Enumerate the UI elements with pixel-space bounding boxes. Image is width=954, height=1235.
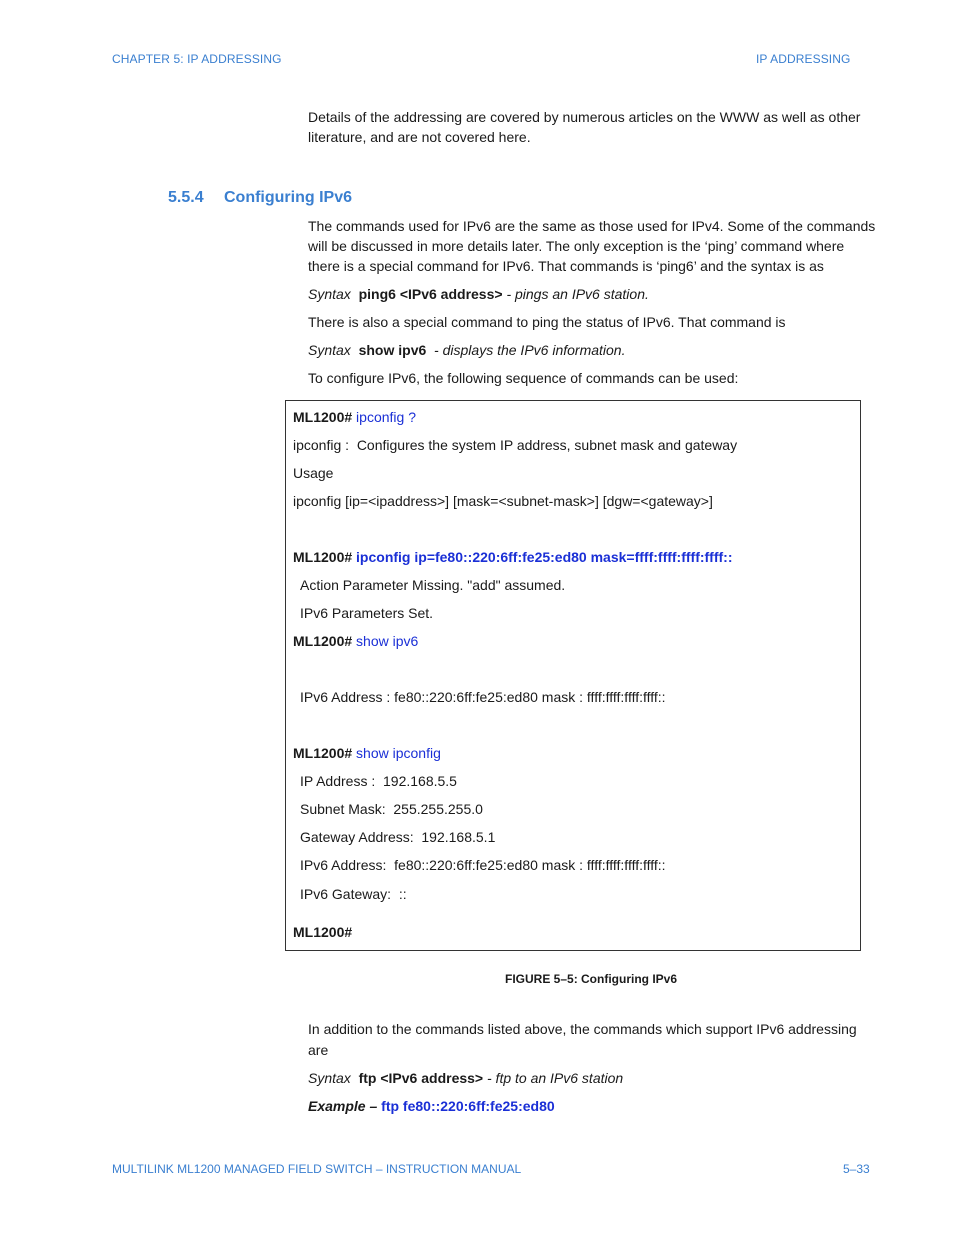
- cli-output: Subnet Mask: 255.255.255.0: [300, 801, 483, 817]
- footer-page-number: 5–33: [843, 1162, 870, 1176]
- cli-command: ipconfig ip=fe80::220:6ff:fe25:ed80 mask=ffff:ffff:ffff:ffff::: [356, 549, 733, 565]
- figure-caption: FIGURE 5–5: Configuring IPv6: [505, 972, 678, 986]
- example-label: Example –: [308, 1098, 378, 1114]
- cli-line-cmd2: [293, 549, 733, 565]
- example-ftp: [308, 1096, 555, 1116]
- syntax-label: Syntax: [308, 342, 351, 358]
- body-p3: To configure IPv6, the following sequence of commands can be used:: [308, 370, 739, 386]
- after-line-1: In addition to the commands listed above, the commands which support IPv6 addressing: [308, 1021, 857, 1037]
- cli-prompt: ML1200#: [293, 549, 353, 565]
- footer-manual-title: MULTILINK ML1200 MANAGED FIELD SWITCH – INSTRUCTION MANUAL: [112, 1162, 522, 1176]
- cli-output: ipconfig [ip=<ipaddress>] [mask=<subnet-mask>] [dgw=<gateway>]: [293, 493, 713, 509]
- cli-output: Action Parameter Missing. "add" assumed.: [300, 577, 566, 593]
- intro-line-1: Details of the addressing are covered by numerous articles on the WWW as well as other: [308, 109, 861, 125]
- cli-output: ipconfig : Configures the system IP address, subnet mask and gateway: [293, 437, 738, 453]
- example-command: ftp fe80::220:6ff:fe25:ed80: [381, 1098, 555, 1114]
- cli-final-prompt: ML1200#: [293, 924, 353, 940]
- syntax-description: - pings an IPv6 station.: [502, 286, 649, 302]
- syntax-ftp: [308, 1068, 623, 1088]
- body-p2: There is also a special command to ping the status of IPv6. That command is: [308, 314, 786, 330]
- body-p1-line-3: there is a special command for IPv6. That commands is ‘ping6’ and the syntax is as: [308, 258, 824, 274]
- syntax-description: - ftp to an IPv6 station: [483, 1070, 624, 1086]
- cli-command: ipconfig ?: [356, 409, 416, 425]
- cli-figure-box: [285, 400, 861, 951]
- syntax-description: - displays the IPv6 information.: [430, 342, 626, 358]
- syntax-ping6: [308, 284, 649, 304]
- intro-line-2: literature, and are not covered here.: [308, 129, 531, 145]
- cli-output: IPv6 Gateway: ::: [300, 886, 407, 902]
- cli-line-cmd4: [293, 745, 441, 761]
- cli-output: IPv6 Parameters Set.: [300, 605, 434, 621]
- syntax-command: ftp <IPv6 address>: [358, 1070, 484, 1086]
- cli-output: Usage: [293, 465, 334, 481]
- syntax-label: Syntax: [308, 286, 351, 302]
- cli-prompt: ML1200#: [293, 745, 353, 761]
- cli-prompt: ML1200#: [293, 409, 353, 425]
- body-p1-line-1: The commands used for IPv6 are the same as those used for IPv4. Some of the commands: [308, 218, 876, 234]
- section-title: Configuring IPv6: [224, 189, 352, 206]
- cli-line-cmd3: [293, 633, 418, 649]
- header-chapter: CHAPTER 5: IP ADDRESSING: [112, 52, 282, 66]
- syntax-show-ipv6: [308, 340, 625, 360]
- cli-output: IPv6 Address : fe80::220:6ff:fe25:ed80 mask : ffff:ffff:ffff:ffff::: [300, 689, 666, 705]
- cli-output: IPv6 Address: fe80::220:6ff:fe25:ed80 mask : ffff:ffff:ffff:ffff::: [300, 857, 666, 873]
- cli-line-cmd1: [293, 409, 416, 425]
- body-p1-line-2: will be discussed in more details later. The only exception is the ‘ping’ command where: [308, 238, 845, 254]
- after-line-2: are: [308, 1042, 329, 1058]
- cli-output: IP Address : 192.168.5.5: [300, 773, 457, 789]
- syntax-command: show ipv6: [358, 342, 427, 358]
- header-section: IP ADDRESSING: [756, 52, 851, 66]
- syntax-command: ping6 <IPv6 address>: [358, 286, 503, 302]
- section-number: 5.5.4: [168, 189, 204, 206]
- cli-command: show ipv6: [356, 633, 419, 649]
- cli-command: show ipconfig: [356, 745, 441, 761]
- syntax-label: Syntax: [308, 1070, 351, 1086]
- cli-output: Gateway Address: 192.168.5.1: [300, 829, 496, 845]
- cli-prompt: ML1200#: [293, 633, 353, 649]
